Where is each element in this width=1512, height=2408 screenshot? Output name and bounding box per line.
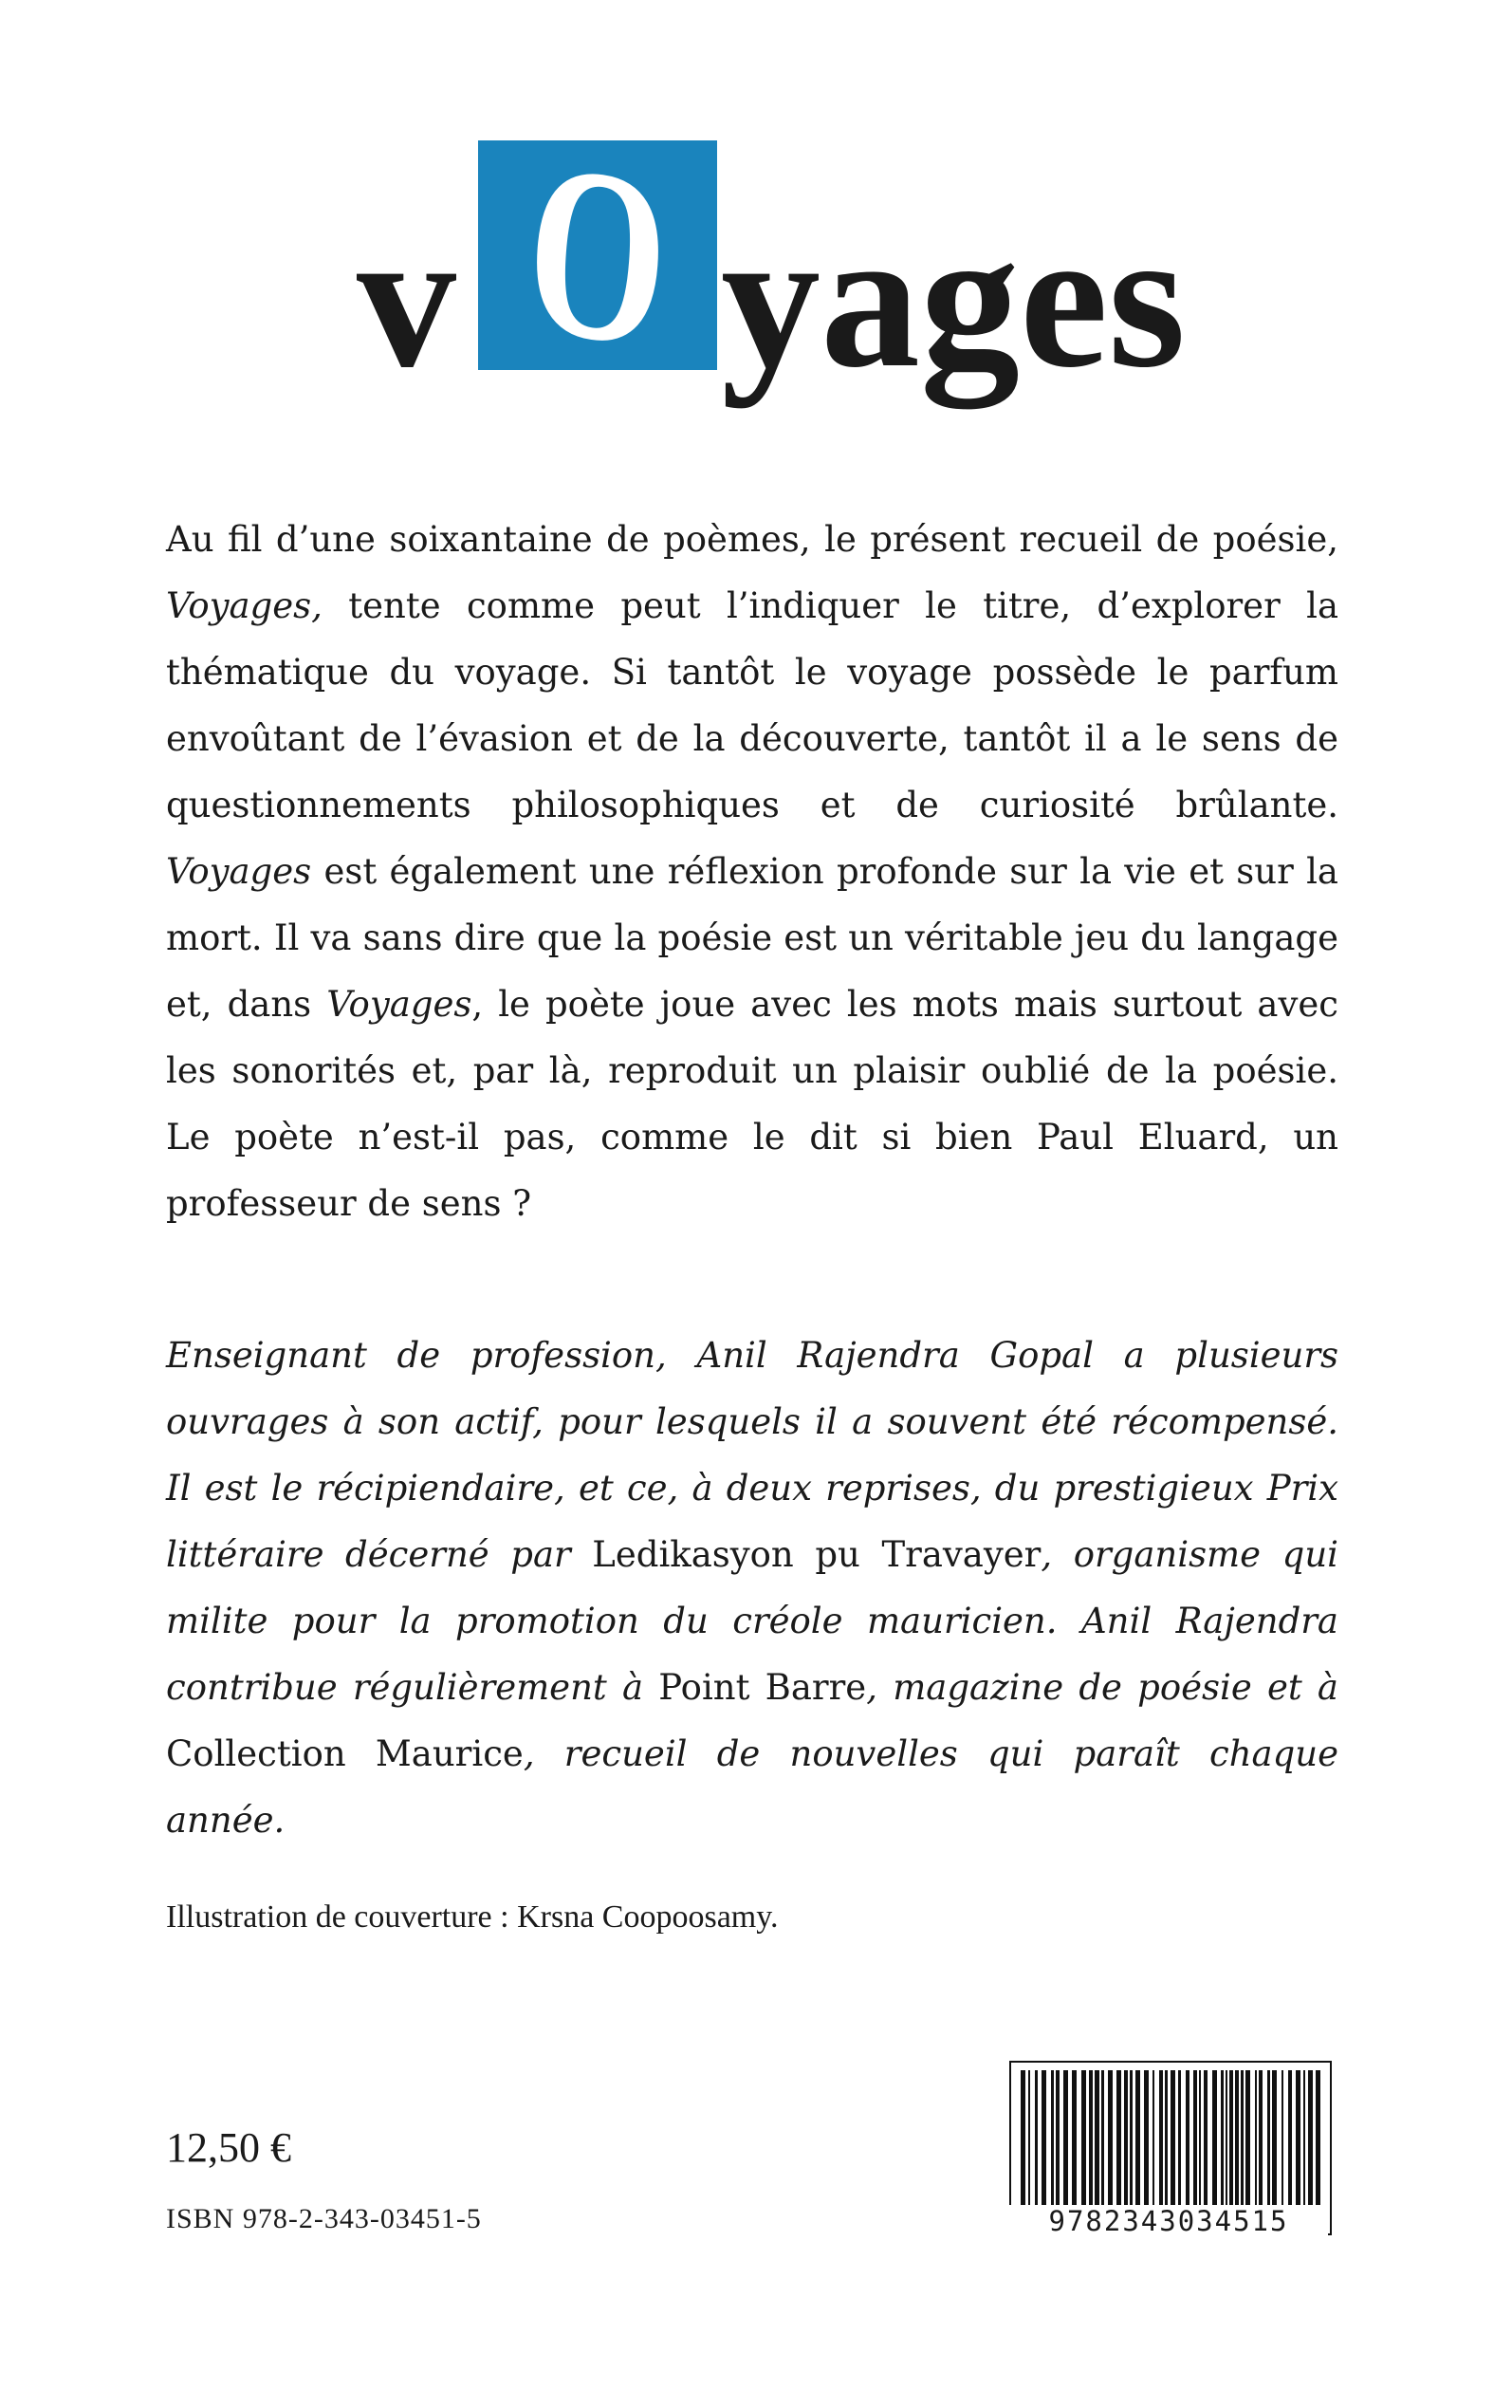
illustration-credit: Illustration de couverture : Krsna Coopoosamy. (166, 1899, 779, 1935)
logo-o-box (478, 109, 717, 401)
barcode-bar (1124, 2070, 1128, 2211)
barcode-bar (1108, 2070, 1113, 2211)
barcode-bar (1178, 2070, 1181, 2211)
barcode-bar (1272, 2070, 1277, 2211)
barcode-bar (1308, 2070, 1313, 2211)
barcode-bar (1226, 2070, 1227, 2211)
barcode-bar (1199, 2070, 1201, 2211)
barcode-bar (1051, 2070, 1054, 2211)
barcode-bar (1089, 2070, 1093, 2211)
barcode-bar (1212, 2070, 1217, 2211)
barcode-bar (1101, 2070, 1104, 2211)
barcode-bar (1095, 2070, 1099, 2211)
bio-text: Enseignant de profession, Anil Rajendra Gopal a plusieurs ouvrages à son actif, pour lesquels il a souvent été récompensé. Il est le récipiendaire, et ce, à deux reprises, du prestigieux Prix littéraire décerné par (166, 1335, 1338, 1575)
summary-text: Au fil d’une soixantaine de poèmes, le présent recueil de poésie, (166, 519, 1338, 560)
barcode-bar (1245, 2070, 1250, 2211)
price: 12,50 € (166, 2124, 291, 2171)
barcode-bar (1267, 2070, 1270, 2211)
barcode-bar (1072, 2070, 1077, 2211)
summary-text: est également une réflexion profonde sur la vie et sur la mort. Il va sans dire que la poésie est un véritable jeu du langage et, dans (166, 851, 1338, 1025)
summary-text: , le poète joue avec les mots mais surtout avec les sonorités et, par là, reproduit un plaisir oublié de la poésie. Le poète n’est-il pas, comme le dit si bien Paul Eluard, un professeur de sens ? (166, 984, 1338, 1224)
barcode-bar (1081, 2070, 1086, 2211)
barcode-bar (1152, 2070, 1154, 2211)
summary-text: tente comme peut l’indiquer le titre, d’explorer la thématique du voyage. Si tantôt le voyage possède le parfum envoûtant de l’évasion et de la découverte, tantôt il a le sens de questionnements philosophiques et de curiosité brûlante. (166, 585, 1338, 825)
barcode-bar (1282, 2070, 1283, 2211)
barcode-bar (1235, 2070, 1239, 2211)
barcode-bar (1221, 2070, 1224, 2211)
title-logo (357, 109, 1186, 409)
barcode-bar (1165, 2070, 1168, 2211)
logo-letters-yages: yages (721, 189, 1186, 409)
barcode-bar (1028, 2070, 1030, 2211)
barcode-bar (1130, 2070, 1133, 2211)
summary-title-ref: Voyages, (166, 585, 323, 626)
author-bio (166, 1323, 1338, 1854)
barcode-bar (1296, 2070, 1300, 2211)
book-summary (166, 507, 1338, 1237)
logo-letter-o: O (518, 109, 677, 401)
barcode-digits: 9782343034515 (1009, 2205, 1328, 2237)
barcode-bar (1159, 2070, 1163, 2211)
barcode-bar (1035, 2070, 1038, 2211)
isbn: ISBN 978-2-343-03451-5 (166, 2203, 482, 2234)
barcode-bar (1303, 2070, 1305, 2211)
barcode-bar (1135, 2070, 1140, 2211)
barcode-bar (1193, 2070, 1197, 2211)
bio-publication: Collection Maurice (166, 1733, 524, 1774)
barcode-bar (1144, 2070, 1149, 2211)
barcode-bar (1241, 2070, 1244, 2211)
barcode-bar (1316, 2070, 1320, 2211)
bio-publication: Ledikasyon pu Travayer (592, 1534, 1042, 1575)
barcode-bar (1063, 2070, 1068, 2211)
barcode-bar (1186, 2070, 1189, 2211)
barcode-bar (1229, 2070, 1233, 2211)
barcode-bar (1056, 2070, 1060, 2211)
bio-publication: Point Barre (658, 1667, 867, 1708)
bio-text: , recueil de nouvelles qui paraît chaque année. (166, 1733, 1338, 1841)
bio-text: , organisme qui milite pour la promotion du créole mauricien. Anil Rajendra contribue régulièrement à (166, 1534, 1338, 1708)
barcode-bar (1042, 2070, 1046, 2211)
summary-title-ref: Voyages (166, 851, 312, 892)
barcode-bar (1204, 2070, 1208, 2211)
logo-letter-v: v (357, 189, 456, 409)
barcode-bar (1255, 2070, 1257, 2211)
bio-text: , magazine de poésie et à (866, 1667, 1338, 1708)
barcode-bar (1021, 2070, 1025, 2211)
barcode-bar (1171, 2070, 1175, 2211)
barcode-bar (1288, 2070, 1292, 2211)
barcode-bar (1116, 2070, 1121, 2211)
barcode-bar (1259, 2070, 1263, 2211)
summary-title-ref: Voyages (326, 984, 472, 1025)
